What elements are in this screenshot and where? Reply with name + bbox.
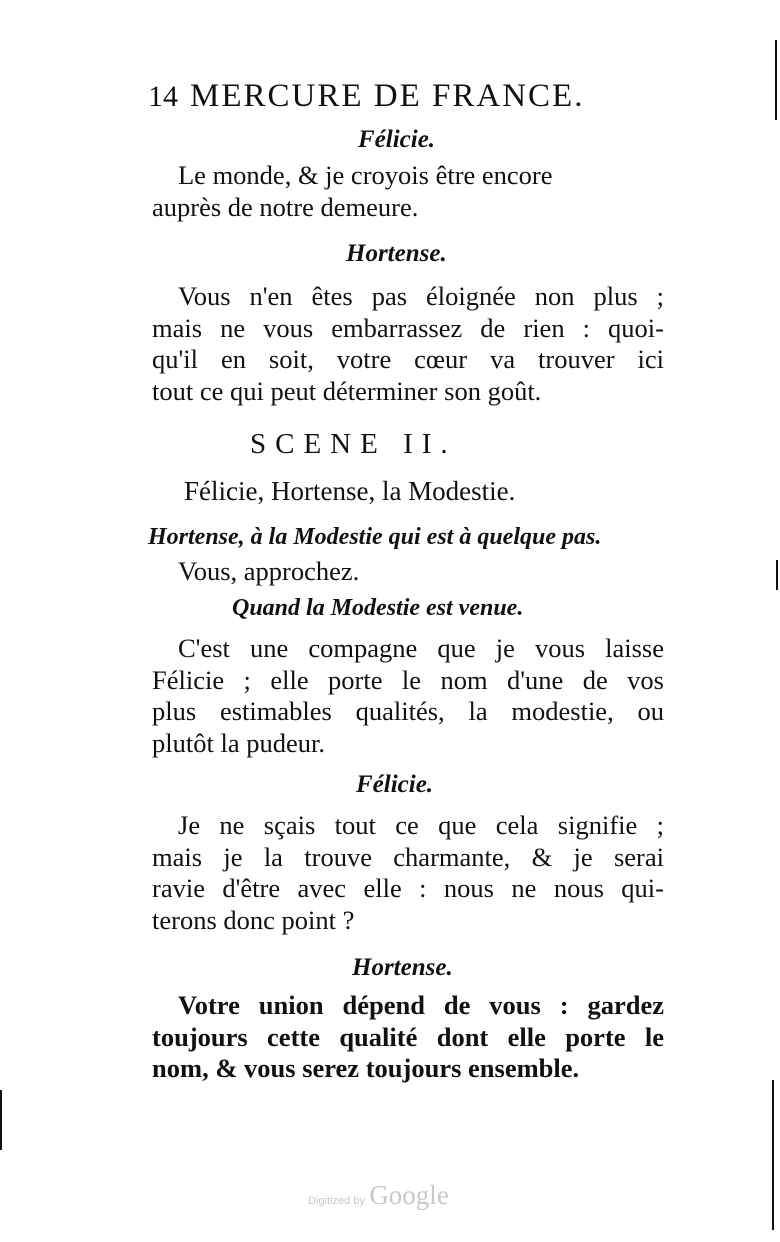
- text-line: mais je la trouve charmante, & je serai: [152, 841, 664, 872]
- digitized-label: Digitized by: [308, 1195, 365, 1207]
- google-wordmark: Google: [369, 1180, 449, 1210]
- speaker-felicie-2: Félicie.: [356, 771, 434, 798]
- speaker-felicie-1: Félicie.: [358, 126, 436, 153]
- scene-cast: Félicie, Hortense, la Modestie.: [184, 476, 516, 506]
- page-edge-mark: [772, 1080, 774, 1230]
- stage-direction-2: Quand la Modestie est venue.: [232, 595, 524, 621]
- speech-hortense-1: [152, 281, 664, 407]
- speech-felicie-2: [152, 810, 664, 936]
- stage-direction-1: Hortense, à la Modestie qui est à quelque pas.: [148, 524, 602, 550]
- running-header: [148, 78, 618, 115]
- text-line: plutôt la pudeur.: [152, 727, 325, 758]
- speaker-hortense-1: Hortense.: [346, 240, 447, 267]
- text-line: Votre union dépend de vous : gardez: [178, 990, 664, 1020]
- text-line: plus estimables qualités, la modestie, ou: [152, 696, 664, 726]
- speaker-hortense-3: Hortense.: [352, 954, 453, 981]
- text-line: nom, & vous serez toujours ensemble.: [152, 1053, 580, 1083]
- text-line: Je ne sçais tout ce que cela signifie ;: [178, 810, 664, 840]
- text-line: tout ce qui peut déterminer son goût.: [152, 375, 542, 406]
- digitized-watermark: [308, 1180, 449, 1211]
- speech-felicie-1: [152, 160, 648, 223]
- text-line: Vous, approchez.: [178, 556, 360, 586]
- running-title: MERCURE DE FRANCE.: [190, 78, 585, 114]
- text-line: Félicie ; elle porte le nom d'une de vos: [152, 664, 664, 695]
- page-edge-mark: [775, 40, 777, 120]
- speech-hortense-4: [152, 990, 664, 1085]
- text-line: Le monde, & je croyois être encore: [178, 160, 553, 190]
- text-line: toujours cette qualité dont elle porte le: [152, 1021, 664, 1052]
- text-line: qu'il en soit, votre cœur va trouver ici: [152, 344, 664, 374]
- text-line: Vous n'en êtes pas éloignée non plus ;: [178, 281, 664, 311]
- text-line: terons donc point ?: [152, 904, 355, 935]
- text-line: mais ne vous embarrassez de rien : quoi-: [152, 312, 664, 343]
- page-number: 14: [148, 80, 178, 113]
- scene-heading: SCENE II.: [250, 428, 457, 460]
- text-line: C'est une compagne que je vous laisse: [178, 633, 664, 663]
- speech-hortense-2: [178, 556, 690, 588]
- text-line: auprès de notre demeure.: [152, 191, 419, 222]
- speech-hortense-3: [152, 633, 664, 759]
- text-line: ravie d'être avec elle : nous ne nous qui-: [152, 873, 664, 903]
- page-edge-mark: [776, 560, 778, 590]
- page-edge-mark: [0, 1090, 2, 1150]
